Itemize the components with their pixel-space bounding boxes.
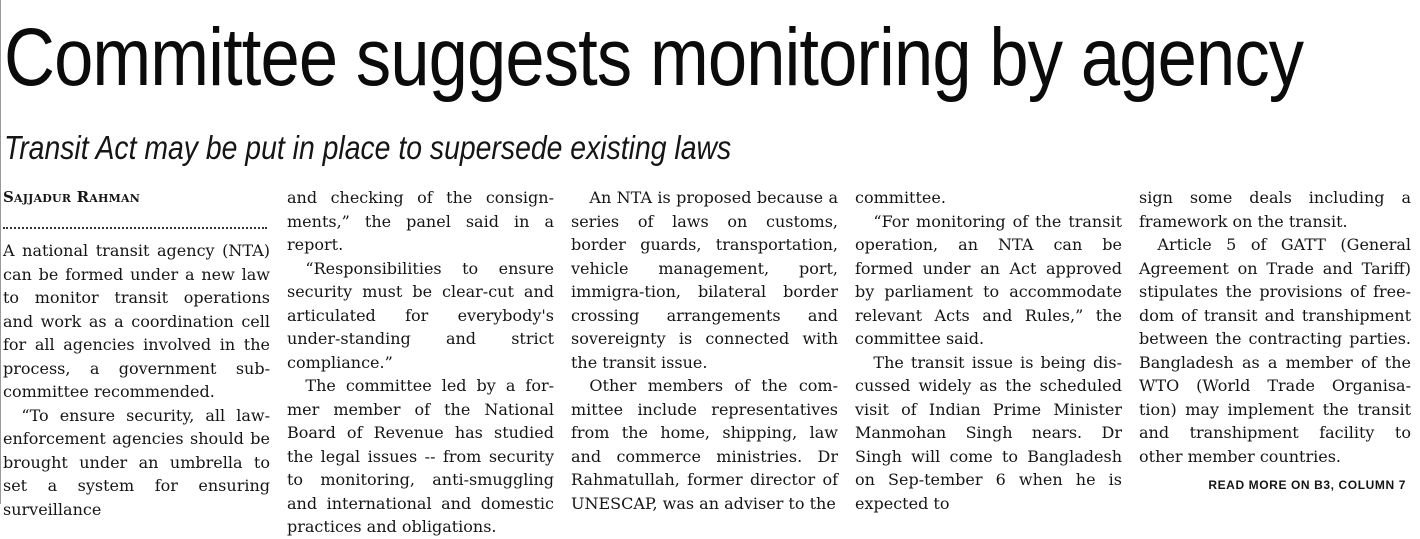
byline: Sajjadur Rahman [3,188,140,206]
column-1 [3,186,270,519]
headline: Committee suggests monitoring by agency [4,12,1304,103]
column-4 [855,186,1122,513]
paragraph: “Responsibilities to ensure security must be clear-cut and articulated for everybody's under-standing and strict compliance.” [287,258,554,372]
subheadline: Transit Act may be put in place to supersede existing laws [4,129,732,166]
paragraph: The committee led by a for-mer member of the National Board of Revenue has studied the legal issues -- from security to monitoring, anti-smuggling and international and domestic practices and obligations. [287,376,554,536]
paragraph: Article 5 of GATT (General Agreement on Trade and Tariff) stipulates the provisions of free-dom of transit and transhipment between the contracting parties. Bangladesh as a member of the WTO (World Trade Organisa-tion) may implement the transit and transhipment facility to other member countries. [1139,235,1411,466]
paragraph: and checking of the consign-ments,” the panel said in a report. [287,188,554,254]
byline-divider [3,213,267,229]
paragraph: The transit issue is being dis-cussed widely as the scheduled visit of Indian Prime Minister Manmohan Singh nears. Dr Singh will come to Bangladesh on Sep-tember 6 when he is expected to [855,352,1122,513]
read-more-link[interactable]: READ MORE ON B3, COLUMN 7 [1208,478,1406,492]
paragraph: “For monitoring of the transit operation, an NTA can be formed under an Act approved by parliament to accommodate relevant Acts and Rules,” the committee said. [855,211,1122,348]
paragraph: A national transit agency (NTA) can be formed under a new law to monitor transit operations and work as a coordination cell for all agencies involved in the process, a government sub-committee recommended. [3,241,270,401]
paragraph: sign some deals including a framework on the transit. [1139,188,1411,231]
column-2 [287,186,554,536]
column-3 [571,186,838,513]
paragraph: “To ensure security, all law-enforcement agencies should be brought under an umbrella to set a system for ensuring surveillance [3,405,270,519]
article-body [3,186,1413,536]
paragraph: Other members of the com-mittee include representatives from the home, shipping, law and commerce ministries. Dr Rahmatullah, former director of UNESCAP, was an adviser to the [571,376,838,513]
paragraph: committee. [855,188,946,207]
page-left-rule [0,0,1,504]
column-5 [1139,186,1411,490]
paragraph: An NTA is proposed because a series of laws on customs, border guards, transportation, vehicle management, port, immigra-tion, bilateral border crossing arrangements and sovereignty is connected with the transit issue. [571,188,838,372]
